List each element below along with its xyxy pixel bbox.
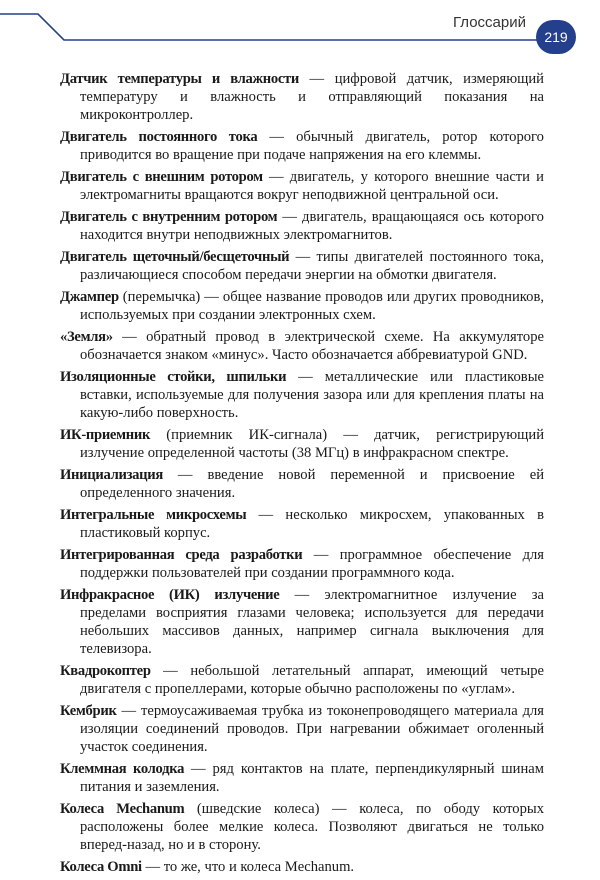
glossary-term: Двигатель с внутренним ротором bbox=[60, 209, 278, 225]
glossary-definition: (шведские колеса) — колеса, по ободу которых расположены более мелкие колеса. Позволяют двигаться не только вперед-назад, но и в сторону. bbox=[80, 801, 544, 853]
glossary-entry bbox=[60, 328, 544, 364]
glossary-definition: — то же, что и колеса Mechanum. bbox=[141, 859, 355, 875]
glossary-term: Интегральные микросхемы bbox=[60, 507, 247, 523]
glossary-entry bbox=[60, 466, 544, 502]
glossary-entry bbox=[60, 368, 544, 422]
glossary-definition: — обратный провод в электрической схеме. На аккумуляторе обозначается знаком «минус». Часто обозначается аббревиатурой GND. bbox=[80, 329, 544, 363]
glossary-entry bbox=[60, 662, 544, 698]
glossary-entry bbox=[60, 248, 544, 284]
glossary-definition: (приемник ИК-сигнала) — датчик, регистрирующий излучение определенной частоты (38 МГц) в инфракрасном спектре. bbox=[80, 427, 544, 461]
glossary-definition: — ряд контактов на плате, перпендикулярный шинам питания и заземления. bbox=[80, 761, 544, 795]
glossary-definition: — цифровой датчик, измеряющий температуру и влажность и отправляющий показания на микроконтроллер. bbox=[80, 71, 544, 123]
glossary-term: Изоляционные стойки, шпильки bbox=[60, 369, 287, 385]
glossary-entry bbox=[60, 858, 544, 876]
glossary-definition: — двигатель, вращающаяся ось которого находится внутри неподвижных электромагнитов. bbox=[80, 209, 544, 243]
glossary-term: «Земля» bbox=[60, 329, 113, 345]
glossary-definition: (перемычка) — общее название проводов или других проводников, используемых при создании электронных схем. bbox=[80, 289, 544, 323]
glossary-definition: — металлические или пластиковые вставки, используемые для получения зазора или для крепления платы на какую-либо поверхность. bbox=[80, 369, 544, 421]
glossary-entry bbox=[60, 506, 544, 542]
glossary-definition: — программное обеспечение для поддержки пользователей при создании программного кода. bbox=[80, 547, 544, 581]
glossary-entry bbox=[60, 426, 544, 462]
glossary-entry bbox=[60, 760, 544, 796]
glossary-term: Инициализация bbox=[60, 467, 163, 483]
glossary-entry bbox=[60, 546, 544, 582]
glossary-definition: — обычный двигатель, ротор которого приводится во вращение при подаче напряжения на его клеммы. bbox=[80, 129, 544, 163]
glossary-term: Колеса Mechanum bbox=[60, 801, 185, 817]
glossary-definition: — электромагнитное излучение за пределами восприятия глазами человека; используется для передачи небольших массивов данных, например сигнала выключения для телевизора. bbox=[80, 587, 544, 657]
glossary-definition: — двигатель, у которого внешние части и электромагниты вращаются вокруг неподвижной центральной оси. bbox=[80, 169, 544, 203]
glossary-entry bbox=[60, 702, 544, 756]
glossary-term: Интегрированная среда разработки bbox=[60, 547, 303, 563]
glossary-list bbox=[60, 70, 544, 880]
glossary-entry bbox=[60, 288, 544, 324]
glossary-term: Клеммная колодка bbox=[60, 761, 185, 777]
glossary-term: Квадрокоптер bbox=[60, 663, 151, 679]
glossary-definition: — термоусаживаемая трубка из токонепроводящего материала для изоляции соединений проводов. При нагревании обжимает оголенный участок соединения. bbox=[80, 703, 544, 755]
glossary-definition: — типы двигателей постоянного тока, различающиеся способом передачи энергии на обмотки двигателя. bbox=[80, 249, 545, 283]
glossary-definition: — введение новой переменной и присвоение ей определенного значения. bbox=[80, 467, 544, 501]
glossary-entry bbox=[60, 128, 544, 164]
section-title: Глоссарий bbox=[453, 14, 526, 31]
glossary-term: Инфракрасное (ИК) излучение bbox=[60, 587, 280, 603]
glossary-entry bbox=[60, 800, 544, 854]
glossary-term: Двигатель постоянного тока bbox=[60, 129, 258, 145]
glossary-term: Двигатель с внешним ротором bbox=[60, 169, 263, 185]
glossary-term: Колеса Omni bbox=[60, 859, 142, 875]
page-number-badge: 219 bbox=[536, 20, 576, 54]
glossary-entry bbox=[60, 168, 544, 204]
glossary-term: Джампер bbox=[60, 289, 119, 305]
glossary-term: Датчик температуры и влажности bbox=[60, 71, 300, 87]
glossary-definition: — несколько микросхем, упакованных в пластиковый корпус. bbox=[80, 507, 544, 541]
glossary-term: Кембрик bbox=[60, 703, 117, 719]
glossary-definition: — небольшой летательный аппарат, имеющий четыре двигателя с пропеллерами, которые обычно расположены по «углам». bbox=[80, 663, 544, 697]
glossary-entry bbox=[60, 70, 544, 124]
glossary-entry bbox=[60, 586, 544, 658]
glossary-entry bbox=[60, 208, 544, 244]
glossary-term: Двигатель щеточный/бесщеточный bbox=[60, 249, 290, 265]
glossary-term: ИК-приемник bbox=[60, 427, 151, 443]
